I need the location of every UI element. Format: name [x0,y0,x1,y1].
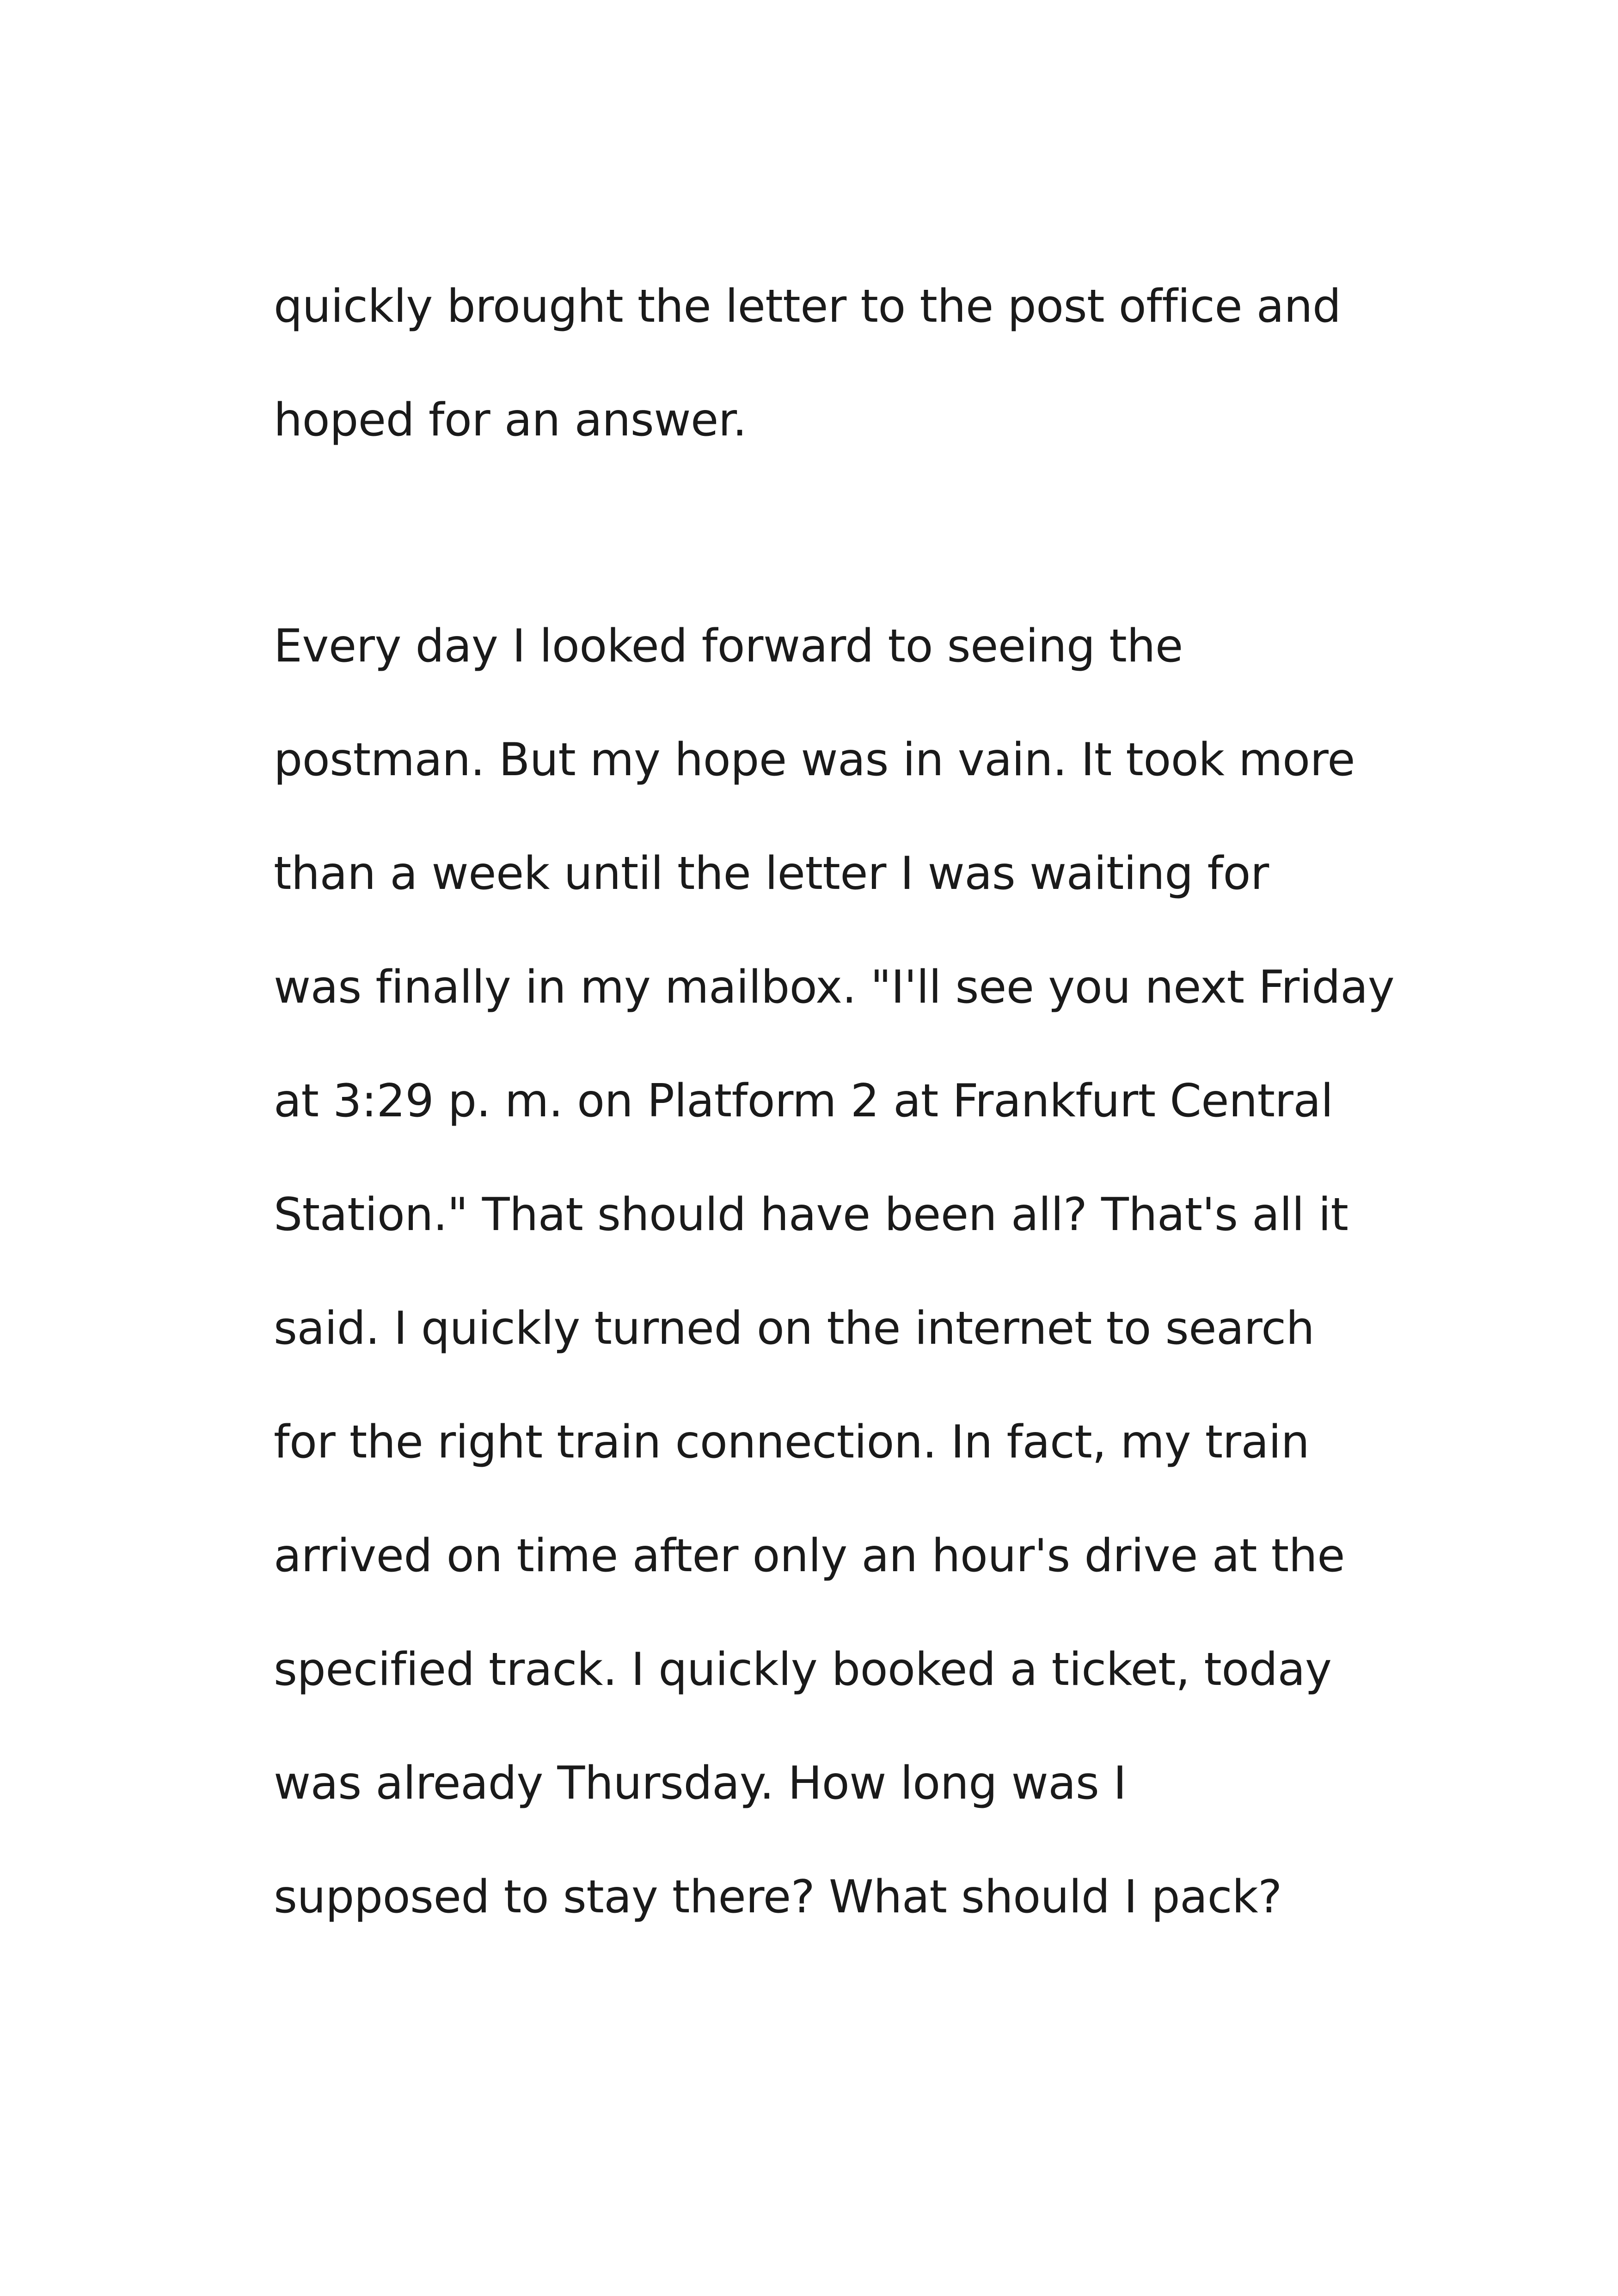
text-line: supposed to stay there? What should I pack? [274,1871,1282,1923]
text-line: arrived on time after only an hour's drive at the [274,1530,1345,1582]
paragraph-2 [274,589,1395,1954]
text-line: was already Thursday. How long was I [274,1757,1127,1810]
text-line: for the right train connection. In fact, my train [274,1416,1310,1469]
text-line: said. I quickly turned on the internet to search [274,1302,1315,1355]
text-line: was finally in my mailbox. "I'll see you next Friday [274,961,1395,1014]
text-line: Every day I looked forward to seeing the [274,620,1183,673]
text-line: quickly brought the letter to the post office and [274,280,1341,333]
text-line: specified track. I quickly booked a ticket, today [274,1643,1332,1696]
paragraph-1 [274,250,1383,477]
text-line: Station." That should have been all? That's all it [274,1188,1348,1241]
text-line: than a week until the letter I was waiting for [274,847,1269,900]
text-line: postman. But my hope was in vain. It took more [274,734,1355,786]
text-line: hoped for an answer. [274,394,747,447]
text-line: at 3:29 p. m. on Platform 2 at Frankfurt Central [274,1075,1333,1127]
